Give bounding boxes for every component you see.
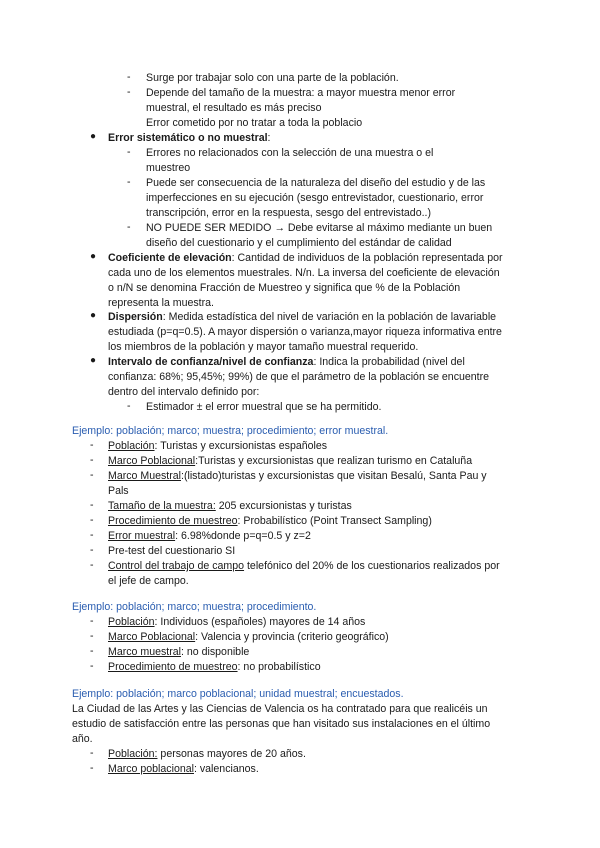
list-item-continuation: o n/N se denomina Fracción de Muestreo y significa que % de la Población <box>108 282 461 294</box>
dash-bullet: - <box>90 439 94 451</box>
list-item: Error muestral: 6.98%donde p=q=0.5 y z=2 <box>108 530 311 542</box>
list-item: Marco muestral: no disponible <box>108 646 250 658</box>
paragraph-line: La Ciudad de las Artes y las Ciencias de Valencia os ha contratado para que realicéis un <box>72 703 488 715</box>
dash-bullet: - <box>90 762 94 774</box>
dash-bullet: - <box>90 645 94 657</box>
list-item: Procedimiento de muestreo: Probabilístico (Point Transect Sampling) <box>108 515 432 527</box>
bullet-icon: ● <box>90 251 97 262</box>
term-title: Intervalo de confianza/nivel de confianza <box>108 356 314 368</box>
term-title: Dispersión <box>108 311 163 323</box>
example-heading: Ejemplo: población; marco poblacional; unidad muestral; encuestados. <box>72 688 404 700</box>
dash-bullet: - <box>127 146 131 158</box>
dash-bullet: - <box>127 400 131 412</box>
list-item: Coeficiente de elevación: Cantidad de individuos de la población representada por <box>108 252 503 264</box>
list-item: Control del trabajo de campo telefónico del 20% de los cuestionarios realizados por <box>108 560 500 572</box>
list-item: Surge por trabajar solo con una parte de la población. <box>146 72 399 84</box>
dash-bullet: - <box>127 86 131 98</box>
list-item: Errores no relacionados con la selección de una muestra o el <box>146 147 434 159</box>
bullet-icon: ● <box>90 355 97 366</box>
list-item-continuation: los miembros de la población y mayor tamaño muestral requerido. <box>108 341 419 353</box>
list-item: NO PUEDE SER MEDIDO → Debe evitarse al máximo mediante un buen <box>146 222 493 234</box>
list-item-continuation: confianza: 68%; 95,45%; 99%) de que el parámetro de la población se encuentre <box>108 371 490 383</box>
dash-bullet: - <box>90 544 94 556</box>
dash-bullet: - <box>90 499 94 511</box>
list-item: Población: personas mayores de 20 años. <box>108 748 306 760</box>
list-item-continuation: dentro del intervalo definido por: <box>108 386 260 398</box>
paragraph-line: estudio de satisfacción entre las personas que han visitado sus instalaciones en el último <box>72 718 491 730</box>
list-item-continuation: el jefe de campo. <box>108 575 189 587</box>
list-item-continuation: muestral, el resultado es más preciso <box>146 102 322 114</box>
term-title: Coeficiente de elevación <box>108 252 232 264</box>
bullet-icon: ● <box>90 131 97 142</box>
list-item-continuation: representa la muestra. <box>108 297 214 309</box>
list-item-continuation: Pals <box>108 485 129 497</box>
dash-bullet: - <box>90 454 94 466</box>
list-item: Marco Poblacional: Valencia y provincia (criterio geográfico) <box>108 631 389 643</box>
list-item: Población: Individuos (españoles) mayores de 14 años <box>108 616 366 628</box>
dash-bullet: - <box>127 176 131 188</box>
dash-bullet: - <box>90 630 94 642</box>
list-item: Marco Muestral:(listado)turistas y excursionistas que visitan Besalú, Santa Pau y <box>108 470 487 482</box>
list-item: Estimador ± el error muestral que se ha permitido. <box>146 401 382 413</box>
dash-bullet: - <box>90 747 94 759</box>
dash-bullet: - <box>127 71 131 83</box>
dash-bullet: - <box>90 660 94 672</box>
list-item: Procedimiento de muestreo: no probabilístico <box>108 661 321 673</box>
dash-bullet: - <box>90 469 94 481</box>
list-item: Depende del tamaño de la muestra: a mayor muestra menor error <box>146 87 456 99</box>
list-item: Marco Poblacional:Turistas y excursionistas que realizan turismo en Cataluña <box>108 455 473 467</box>
example-heading: Ejemplo: población; marco; muestra; procedimiento. <box>72 601 317 613</box>
list-item: Pre-test del cuestionario SI <box>108 545 236 557</box>
list-item-continuation: muestreo <box>146 162 191 174</box>
list-item: Marco poblacional: valencianos. <box>108 763 259 775</box>
list-item-continuation: diseño del cuestionario y el cumplimiento del estándar de calidad <box>146 237 452 249</box>
list-item-continuation: imperfecciones en su ejecución (sesgo entrevistador, cuestionario, error <box>146 192 484 204</box>
list-item-continuation: estudiada (p=q=0.5). A mayor dispersión o varianza,mayor riqueza informativa entre <box>108 326 502 338</box>
list-item-continuation: Error cometido por no tratar a toda la poblacio <box>146 117 363 129</box>
list-item-continuation: transcripción, error en la respuesta, sesgo del entrevistado..) <box>146 207 431 219</box>
list-item: Intervalo de confianza/nivel de confianza: Indica la probabilidad (nivel del <box>108 356 465 368</box>
dash-bullet: - <box>90 514 94 526</box>
dash-bullet: - <box>90 559 94 571</box>
list-item: Población: Turistas y excursionistas españoles <box>108 440 328 452</box>
bullet-icon: ● <box>90 310 97 321</box>
list-item: Puede ser consecuencia de la naturaleza del diseño del estudio y de las <box>146 177 486 189</box>
dash-bullet: - <box>90 615 94 627</box>
paragraph-line: año. <box>72 733 93 745</box>
list-item-continuation: cada uno de los elementos muestrales. N/n. La inversa del coeficiente de elevación <box>108 267 500 279</box>
dash-bullet: - <box>127 221 131 233</box>
list-item: Tamaño de la muestra: 205 excursionistas y turistas <box>108 500 352 512</box>
list-item: Error sistemático o no muestral: <box>108 132 271 144</box>
dash-bullet: - <box>90 529 94 541</box>
term-title: Error sistemático o no muestral <box>108 132 268 144</box>
list-item: Dispersión: Medida estadística del nivel de variación en la población de lavariable <box>108 311 497 323</box>
example-heading: Ejemplo: población; marco; muestra; procedimiento; error muestral. <box>72 425 389 437</box>
